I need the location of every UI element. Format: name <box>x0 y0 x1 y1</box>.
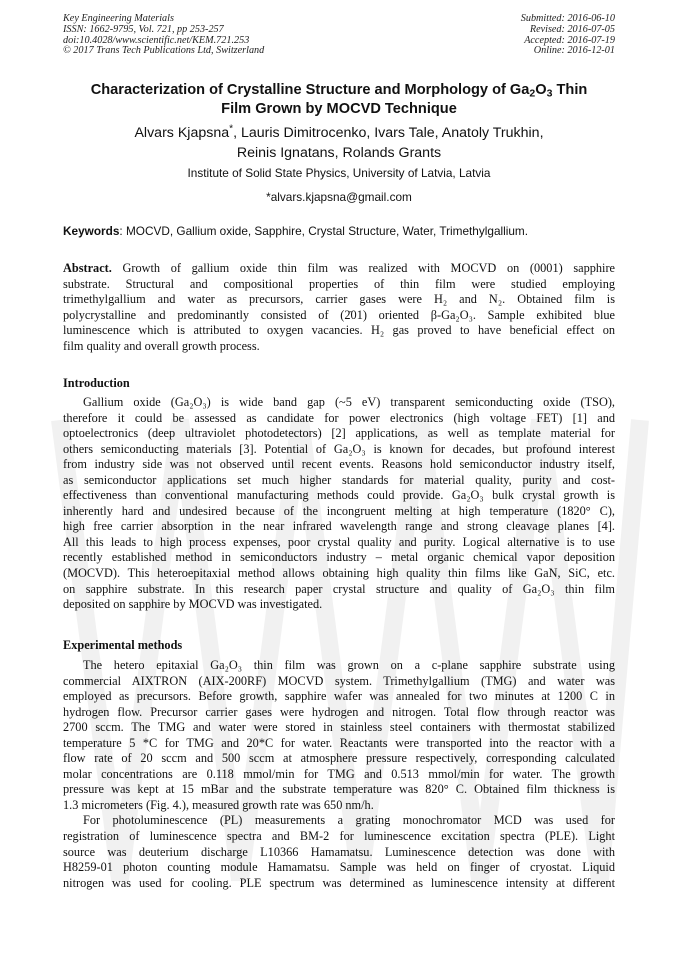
abstract-line: substrate. Structural and compositional properties of thin film were studied employing <box>63 276 615 291</box>
experimental-body <box>63 658 615 891</box>
experimental-line: H8259-01 photon counting module Hamamatsu. Sample was held on finger of cryostat. Liquid <box>63 860 615 875</box>
keywords <box>63 224 615 238</box>
introduction-line: therefore it could be assessed as candidate for power electronics (high voltage FET) [1] and <box>63 410 615 425</box>
experimental-line: commercial AIXTRON (AIX-200RF) MOCVD system. Trimethylgallium (TMG) and water was <box>63 673 615 688</box>
authors-line-1: Alvars Kjapsna*, Lauris Dimitrocenko, Ivars Tale, Anatoly Trukhin, <box>134 123 544 141</box>
journal-copyright: © 2017 Trans Tech Publications Ltd, Switzerland <box>63 45 265 57</box>
introduction-body <box>63 395 615 613</box>
introduction-line: others semiconducting materials [3]. Potential of Ga₂O₃ is known for decades, but profound interest <box>63 441 615 456</box>
abstract-label: Abstract. <box>63 261 112 275</box>
journal-header-left <box>63 14 264 57</box>
experimental-line: hydrogen flow. Precursor carrier gases were hydrogen and nitrogen. Total flow through reactor was <box>63 704 615 719</box>
journal-name: Key Engineering Materials <box>63 13 174 24</box>
experimental-line: The hetero epitaxial Ga₂O₃ thin film was grown on a c-plane sapphire substrate using <box>83 658 615 672</box>
author-list <box>40 124 638 163</box>
paper-title <box>40 81 638 119</box>
journal-doi: doi:10.4028/www.scientific.net/KEM.721.253 <box>63 34 250 46</box>
introduction-line: Gallium oxide (Ga₂O₃) is wide band gap (~5 eV) transparent semiconducting oxide (TSO), <box>83 395 615 409</box>
date-submitted: Submitted: 2016-06-10 <box>520 13 615 24</box>
introduction-line: inherently hard and undesired because of the incongruent melting at high temperature (1820° C), <box>63 503 615 518</box>
journal-header-right <box>521 14 615 57</box>
introduction-heading: Introduction <box>63 376 130 390</box>
experimental-line: flow rate of 20 sccm and 500 sccm at atmosphere pressure respectively, corresponding calculated <box>63 751 615 766</box>
keywords-label: Keywords <box>63 224 120 238</box>
date-accepted: Accepted: 2016-07-19 <box>524 34 615 46</box>
date-online: Online: 2016-12-01 <box>533 45 615 57</box>
introduction-line: from industry side was not observed until recent events. Reasons hold semiconductor industry itself, <box>63 457 615 472</box>
abstract-line: film quality and overall growth process. <box>63 338 260 353</box>
affiliation: Institute of Solid State Physics, University of Latvia, Latvia <box>187 166 491 180</box>
abstract-line: polycrystalline and predominantly consisted of (2̄01) oriented β-Ga₂O₃. Sample exhibited blue <box>63 307 615 322</box>
corresponding-email: *alvars.kjapsna@gmail.com <box>266 190 412 204</box>
keywords-text: : MOCVD, Gallium oxide, Sapphire, Crystal Structure, Water, Trimethylgallium. <box>119 224 529 238</box>
experimental-line: 1.3 micrometers (Fig. 4.), measured growth rate was 650 nm/h. <box>63 797 374 812</box>
abstract-line: trimethylgallium and water as precursors, carrier gases were H₂ and N₂. Obtained film is <box>63 292 615 307</box>
abstract <box>63 261 615 354</box>
experimental-heading: Experimental methods <box>63 638 183 652</box>
introduction-line: deposited on sapphire by MOCVD was investigated. <box>63 597 323 612</box>
experimental-line: registration of luminescence spectra and BM-2 for luminescence excitation spectra (PLE). Light <box>63 829 615 844</box>
experimental-line: pressure was kept at 15 mBar and the substrate temperature was 820° C. Obtained film thickness is <box>63 782 615 797</box>
introduction-line: high free carrier absorption in the near infrared wavelength range and strong cleavage planes [4]. <box>63 519 615 534</box>
introduction-line: effectiveness than conventional manufacturing methods could provide. Ga₂O₃ bulk crystal growth is <box>63 488 615 503</box>
authors-line-2: Reinis Ignatans, Rolands Grants <box>236 144 442 161</box>
experimental-line: nitrogen was used for cooling. PLE spectrum was determined as luminescence intensity at different <box>63 875 615 890</box>
introduction-line: recently established method in semiconductors industry – metal organic chemical vapor deposition <box>63 550 615 565</box>
experimental-line: molar concentrations are 0.118 mmol/min for TMG and 0.513 mmol/min for water. The growth <box>63 766 615 781</box>
experimental-line: For photoluminescence (PL) measurements a grating monochromator MCD was used for <box>83 813 615 828</box>
experimental-line: 2700 sccm. The TMG and water were stored in stainless steel containers with thermostat stabilized <box>63 720 615 735</box>
title-line-2: Film Grown by MOCVD Technique <box>221 101 457 117</box>
introduction-line: (MOCVD). This heteroepitaxial method allows obtaining high quality thin films like GaN, SiC, etc. <box>63 566 615 581</box>
experimental-line: source was deuterium discharge L10366 Hamamatsu. Luminescence detection was done with <box>63 844 615 859</box>
experimental-line: temperature 5 *C for TMG and 20*C for water. Reactants were transported into the reactor with a <box>63 735 615 750</box>
abstract-line: Abstract. Growth of gallium oxide thin film was realized with MOCVD on (0001) sapphire <box>63 261 615 275</box>
abstract-line: luminescence which is attributed to oxygen vacancies. H₂ gas proved to have beneficial effect on <box>63 323 615 338</box>
introduction-line: All this leads to high process expenses, poor crystal quality and purity. Logical alternative is to use <box>63 534 615 549</box>
experimental-line: employed as precursors. Before growth, sapphire wafer was annealed for two minutes at 1200 C in <box>63 689 615 704</box>
title-line-1: Characterization of Crystalline Structure and Morphology of $Ga_2O_3$ Thin <box>90 82 588 100</box>
journal-issn: ISSN: 1662-9795, Vol. 721, pp 253-257 <box>63 23 224 35</box>
date-revised: Revised: 2016-07-05 <box>529 23 615 35</box>
introduction-line: on sapphire substrate. In this research paper crystal structure and quality of Ga₂O₃ thin film <box>63 581 615 596</box>
introduction-line: as semiconductor applications set much higher standards for material quality, purity and cost- <box>63 472 615 487</box>
introduction-line: optoelectronics (deep ultraviolet photodetectors) [2] applications, as well as template material for <box>63 426 615 441</box>
